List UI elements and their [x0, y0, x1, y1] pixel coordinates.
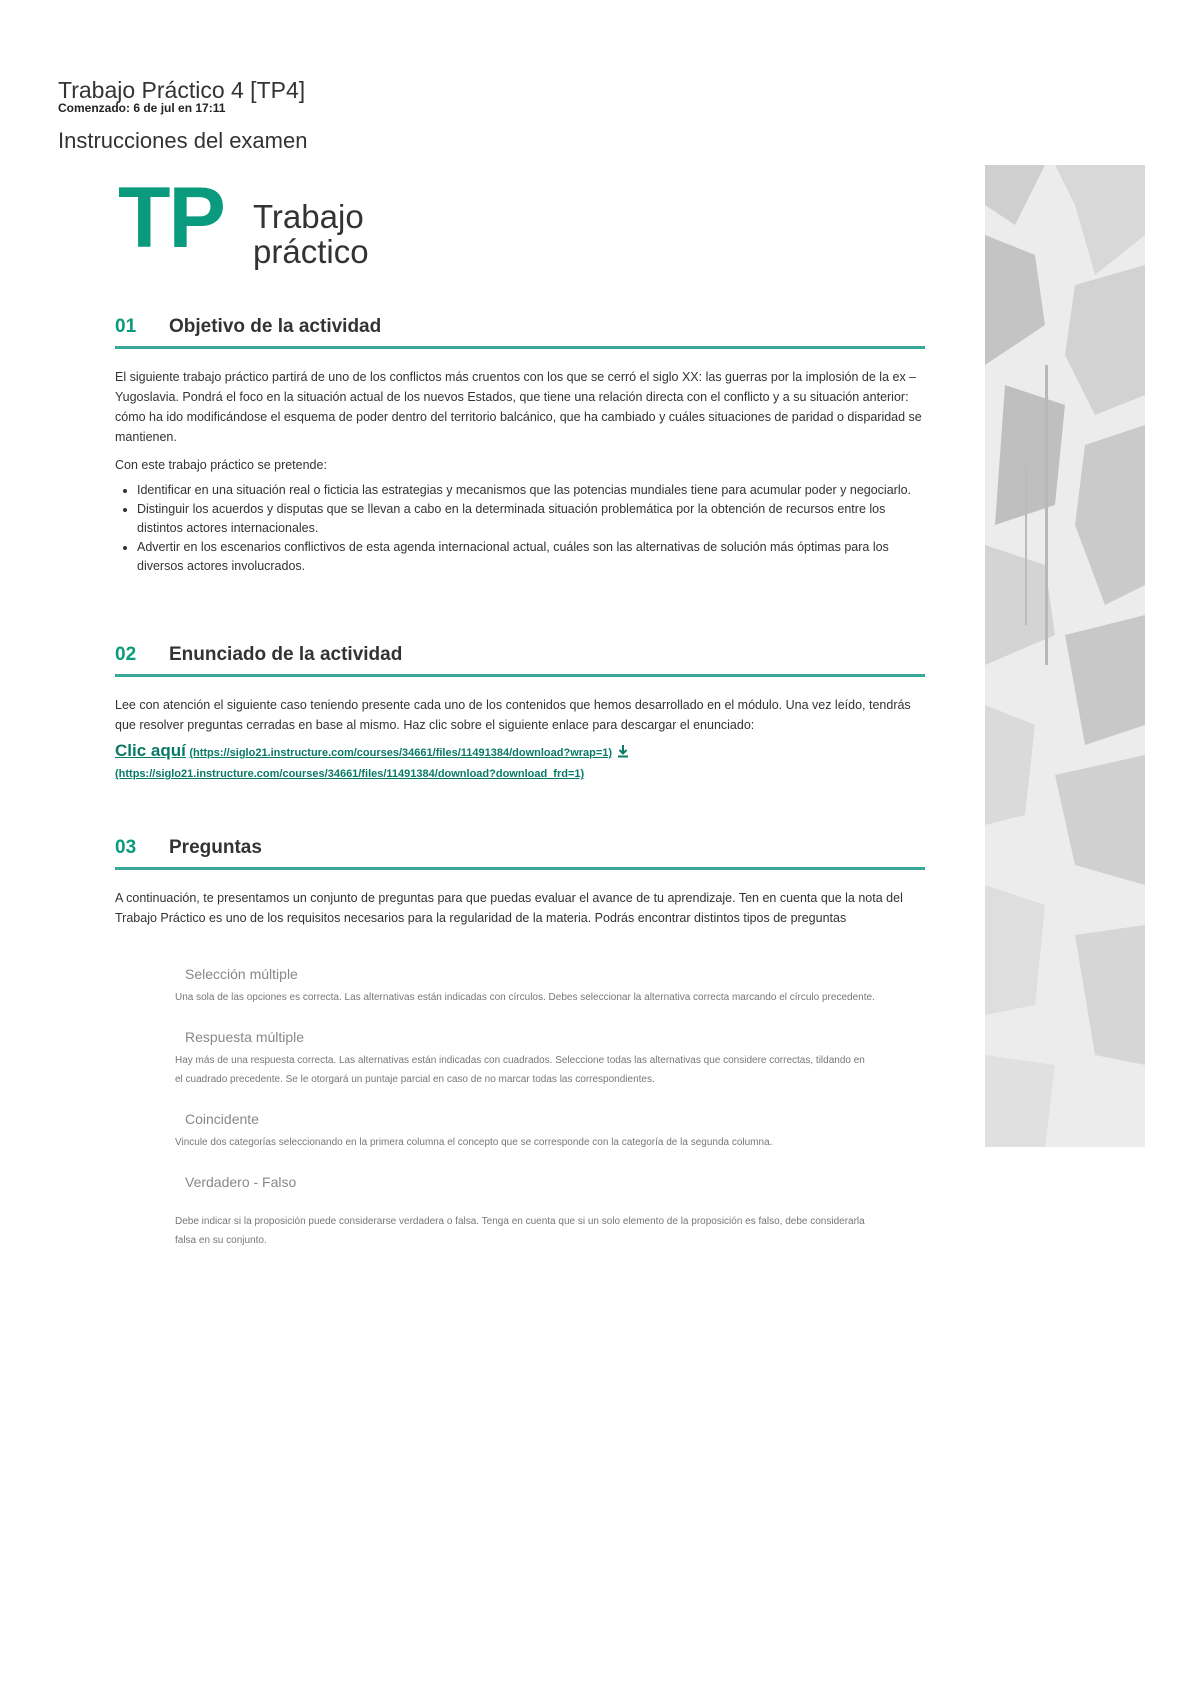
decorative-architecture-image: [985, 165, 1145, 1147]
section-title: Preguntas: [169, 837, 262, 858]
download-link-block: [115, 741, 925, 761]
tp-logo-word-1: Trabajo: [253, 198, 364, 235]
exam-instructions-content: [115, 170, 925, 1246]
section-objetivo: [115, 310, 925, 576]
question-type: [115, 966, 925, 1007]
started-info: [58, 101, 225, 115]
question-type-title: Coincidente: [185, 1111, 259, 1127]
section-title: Objetivo de la actividad: [169, 316, 382, 337]
question-type: [115, 1111, 925, 1152]
download-link-url[interactable]: (https://siglo21.instructure.com/courses/34661/files/11491384/download?wrap=1): [189, 747, 613, 759]
tp-logo-word-2: práctico: [253, 233, 369, 270]
question-type-title: Respuesta múltiple: [185, 1029, 305, 1045]
section-header: [115, 831, 925, 870]
list-item: • Distinguir los acuerdos y disputas que se llevan a cabo en la determinada situación problemática por la obtención de recursos entre los distintos actores internacionales.: [137, 500, 925, 538]
section-number: 01: [115, 316, 137, 337]
question-type-description: Una sola de las opciones es correcta. Las alternativas están indicadas con círculos. Debes seleccionar la alternativa correcta marcando el círculo precedente.: [175, 992, 875, 1003]
question-type-title: Verdadero - Falso: [185, 1174, 297, 1190]
tp-logo-letters: TP: [118, 170, 224, 266]
section-number: 03: [115, 837, 137, 858]
section-enunciado: [115, 638, 925, 782]
tp-logo: [115, 170, 925, 280]
question-type-description: Hay más de una respuesta correcta. Las alternativas están indicadas con cuadrados. Seleccione todas las alternativas que considere correctas, tildando en el cuadrado precedente. Se le otorgará un puntaje parcial en caso de no marcar todas las correspondientes.: [175, 1055, 865, 1085]
question-type: [115, 1174, 925, 1250]
section-title: Enunciado de la actividad: [169, 644, 403, 665]
instructions-title: Instrucciones del examen: [58, 128, 308, 153]
section-header: [115, 638, 925, 677]
objective-intro: Con este trabajo práctico se pretende:: [115, 458, 327, 472]
question-type-description: Debe indicar si la proposición puede considerarse verdadera o falsa. Tenga en cuenta que si un solo elemento de la proposición es falso, debe considerarla falsa en su conjunto.: [175, 1216, 865, 1246]
objective-list: [115, 481, 925, 576]
objective-paragraph: El siguiente trabajo práctico partirá de uno de los conflictos más cruentos con los que se cerró el siglo XX: las guerras por la implosión de la ex – Yugoslavia. Pondrá el foco en la situación actual de los nuevos Estados, que tiene una relación directa con el conflicto y a su situación anterior: cómo ha ido modificándose el esquema de poder dentro del territorio balcánico, que ha cambiado y cuáles situaciones de paridad o disparidad se mantienen.: [115, 370, 922, 444]
page-title: Trabajo Práctico 4 [TP4]: [58, 77, 306, 104]
started-value: 6 de jul en 17:11: [133, 101, 226, 115]
section-preguntas: [115, 831, 925, 1250]
download-direct-url[interactable]: (https://siglo21.instructure.com/courses/34661/files/11491384/download?download_frd=1): [115, 768, 585, 781]
download-icon[interactable]: [616, 744, 630, 761]
list-item: • Identificar en una situación real o ficticia las estrategias y mecanismos que las potencias mundiales tiene para acumular poder y negociarlo.: [137, 481, 925, 500]
question-type-description: Vincule dos categorías seleccionando en la primera columna el concepto que se corresponde con la categoría de la segunda columna.: [175, 1137, 773, 1148]
list-item: • Advertir en los escenarios conflictivos de esta agenda internacional actual, cuáles son las alternativas de solución más óptimas para los diversos actores involucrados.: [137, 538, 925, 576]
preguntas-paragraph: A continuación, te presentamos un conjunto de preguntas para que puedas evaluar el avance de tu aprendizaje. Ten en cuenta que la nota del Trabajo Práctico es uno de los requisitos necesarios para la regularidad de la materia. Podrás encontrar distintos tipos de preguntas: [115, 891, 903, 925]
download-link[interactable]: Clic aquí: [115, 741, 186, 760]
question-type: [115, 1029, 925, 1089]
section-header: [115, 310, 925, 349]
question-type-title: Selección múltiple: [185, 966, 298, 982]
section-number: 02: [115, 644, 137, 665]
enunciado-paragraph: Lee con atención el siguiente caso teniendo presente cada uno de los contenidos que hemos desarrollado en el módulo. Una vez leído, tendrás que resolver preguntas cerradas en base al mismo. Haz clic sobre el siguiente enlace para descargar el enunciado:: [115, 698, 911, 732]
started-label: Comenzado:: [58, 101, 130, 115]
